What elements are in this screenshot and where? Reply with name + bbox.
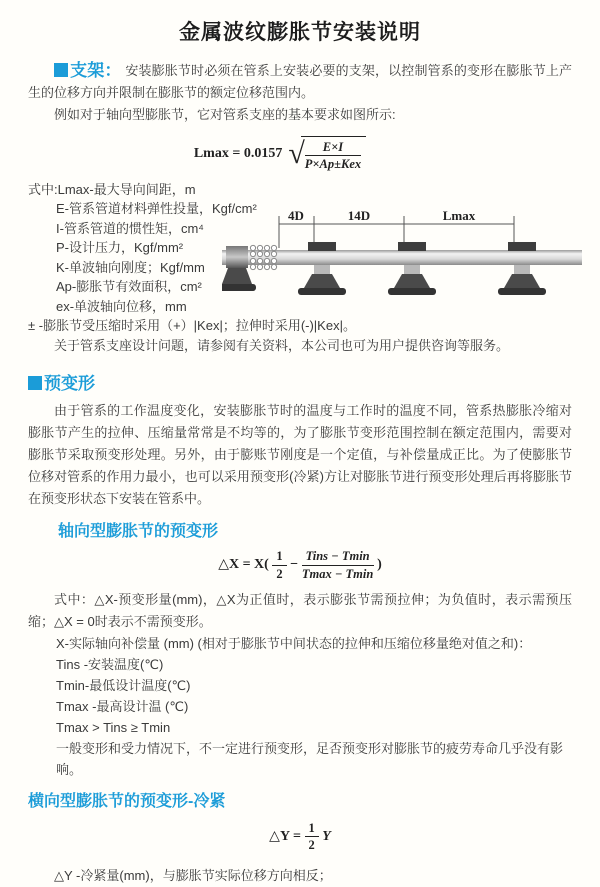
definition-line: E-管系管道材料弹性投量，Kgf/cm² [56,201,257,217]
dimension-label-4d: 4D [288,207,304,223]
pipe-support [298,242,346,295]
dimension-label-lmax: Lmax [442,207,476,223]
support-intro-paragraph [28,60,572,104]
definition-line: I-管系管道的惯性矩，cm⁴ [56,220,204,236]
formula-dx-half-den: 2 [276,566,283,581]
lateral-subheading: 横向型膨胀节的预变形-冷紧 [28,793,226,810]
section-marker-icon [54,63,68,77]
pipe-support [388,242,436,295]
note-pm-line: ± -膨胀节受压缩时采用（+）|Kex|；拉伸时采用(-)|Kex|。 [28,318,356,334]
note-service-line: 关于管系支座设计问题，请参阅有关资料，本公司也可为用户提供咨询等服务。 [54,337,510,353]
axial-item: Tmax > Tins ≥ Tmin [56,720,171,735]
formula-dy-rhs: Y [322,829,331,845]
axial-explain-paragraph: 式中：△X-预变形量(mm)，△X为正值时，表示膨张节需预拉伸；为负值时，表示需预压缩；△X = 0时表示不需预变形。 [28,592,572,629]
axial-item: X-实际轴向补偿量 (mm) (相对于膨胀节中间状态的拉伸和压缩位移量绝对值之和)： [56,636,532,651]
page-title: 金属波纹膨胀节安装说明 [179,21,421,44]
axial-item: Tins -安装温度(℃) [56,657,164,672]
preform-section-heading [28,369,572,394]
formula-dy-lhs: △Y = [269,829,302,845]
formula-lmax-denominator: P×Ap±Kex [304,157,362,172]
support-section-heading [54,61,122,80]
definitions-and-diagram [28,180,572,317]
formula-dx-minus: − [290,557,299,573]
formula-dy-den: 2 [308,838,315,853]
support-intro-text: 安装膨胀节时必须在管系上安装必要的支架，以控制管系的变形在膨胀节上产生的位移方向并限制在膨胀节的额定位移范围内。 [28,63,572,100]
formula-dx-rhs: ) [377,557,382,573]
support-heading-label: 支架： [70,61,122,80]
axial-subheading: 轴向型膨胀节的预变形 [58,523,219,541]
formula-lmax-numerator: E×I [305,140,361,156]
axial-item: 一般变形和受力情况下，不一定进行预变形，足否预变形对膨胀节的疲劳寿命几乎没有影响。 [56,741,564,777]
definition-line: Ap-膨胀节有效面积，cm² [56,279,202,295]
pipe-support-diagram [222,208,582,308]
pipe-support [498,242,546,295]
formula-delta-x [28,549,572,581]
formula-lmax [28,136,532,172]
formula-dx-frac-num: Tins − Tmin [302,549,374,565]
formula-dx-half-num: 1 [272,549,286,565]
axial-item: Tmin-最低设计温度(℃) [56,678,191,693]
section-marker-icon [28,376,42,390]
formula-lmax-lhs: Lmax = 0.0157 [193,146,283,162]
definition-line: K-单波轴向刚度；Kgf/mm [56,259,205,275]
definition-line: 式中:Lmax-最大导向间距，m [28,181,196,197]
support-example-line: 例如对于轴向型膨胀节，它对管系支座的基本要求如图所示: [54,107,396,122]
axial-item: Tmax -最高设计温 (℃) [56,699,189,714]
dimension-label-14d: 14D [347,207,371,223]
definition-line: P-设计压力，Kgf/mm² [56,240,184,256]
definition-line: ex-单波轴向位移，mm [56,298,187,314]
formula-delta-y [28,821,572,853]
lateral-explain-line: △Y -冷紧量(mm)，与膨胀节实际位移方向相反； [54,867,332,883]
preform-heading-label: 预变形 [44,374,95,394]
formula-dx-lhs: △X = X( [218,557,269,573]
formula-dy-num: 1 [305,821,319,837]
radical [288,136,366,172]
radical-sign: √ [288,137,305,170]
preform-paragraph: 由于管系的工作温度变化，安装膨胀节时的温度与工作时的温度不同，管系热膨胀冷缩对膨胀节产生的拉伸、压缩量常常是不均等的，为了膨胀节变形范围控制在额定范围内，需要对膨胀节采取预变形处理。另外，由于膨账节刚度是一个定值，与补偿量成正比。为了使膨胀节位移对管系的作用力最小，也可以采用预变形(冷紧)方让对膨胀节进行预变形处理后再将膨胀节在预变形状态下安装在管系中。 [28,403,572,507]
axial-items-list [28,633,572,780]
formula-dx-frac-den: Tmax − Tmin [301,566,374,581]
